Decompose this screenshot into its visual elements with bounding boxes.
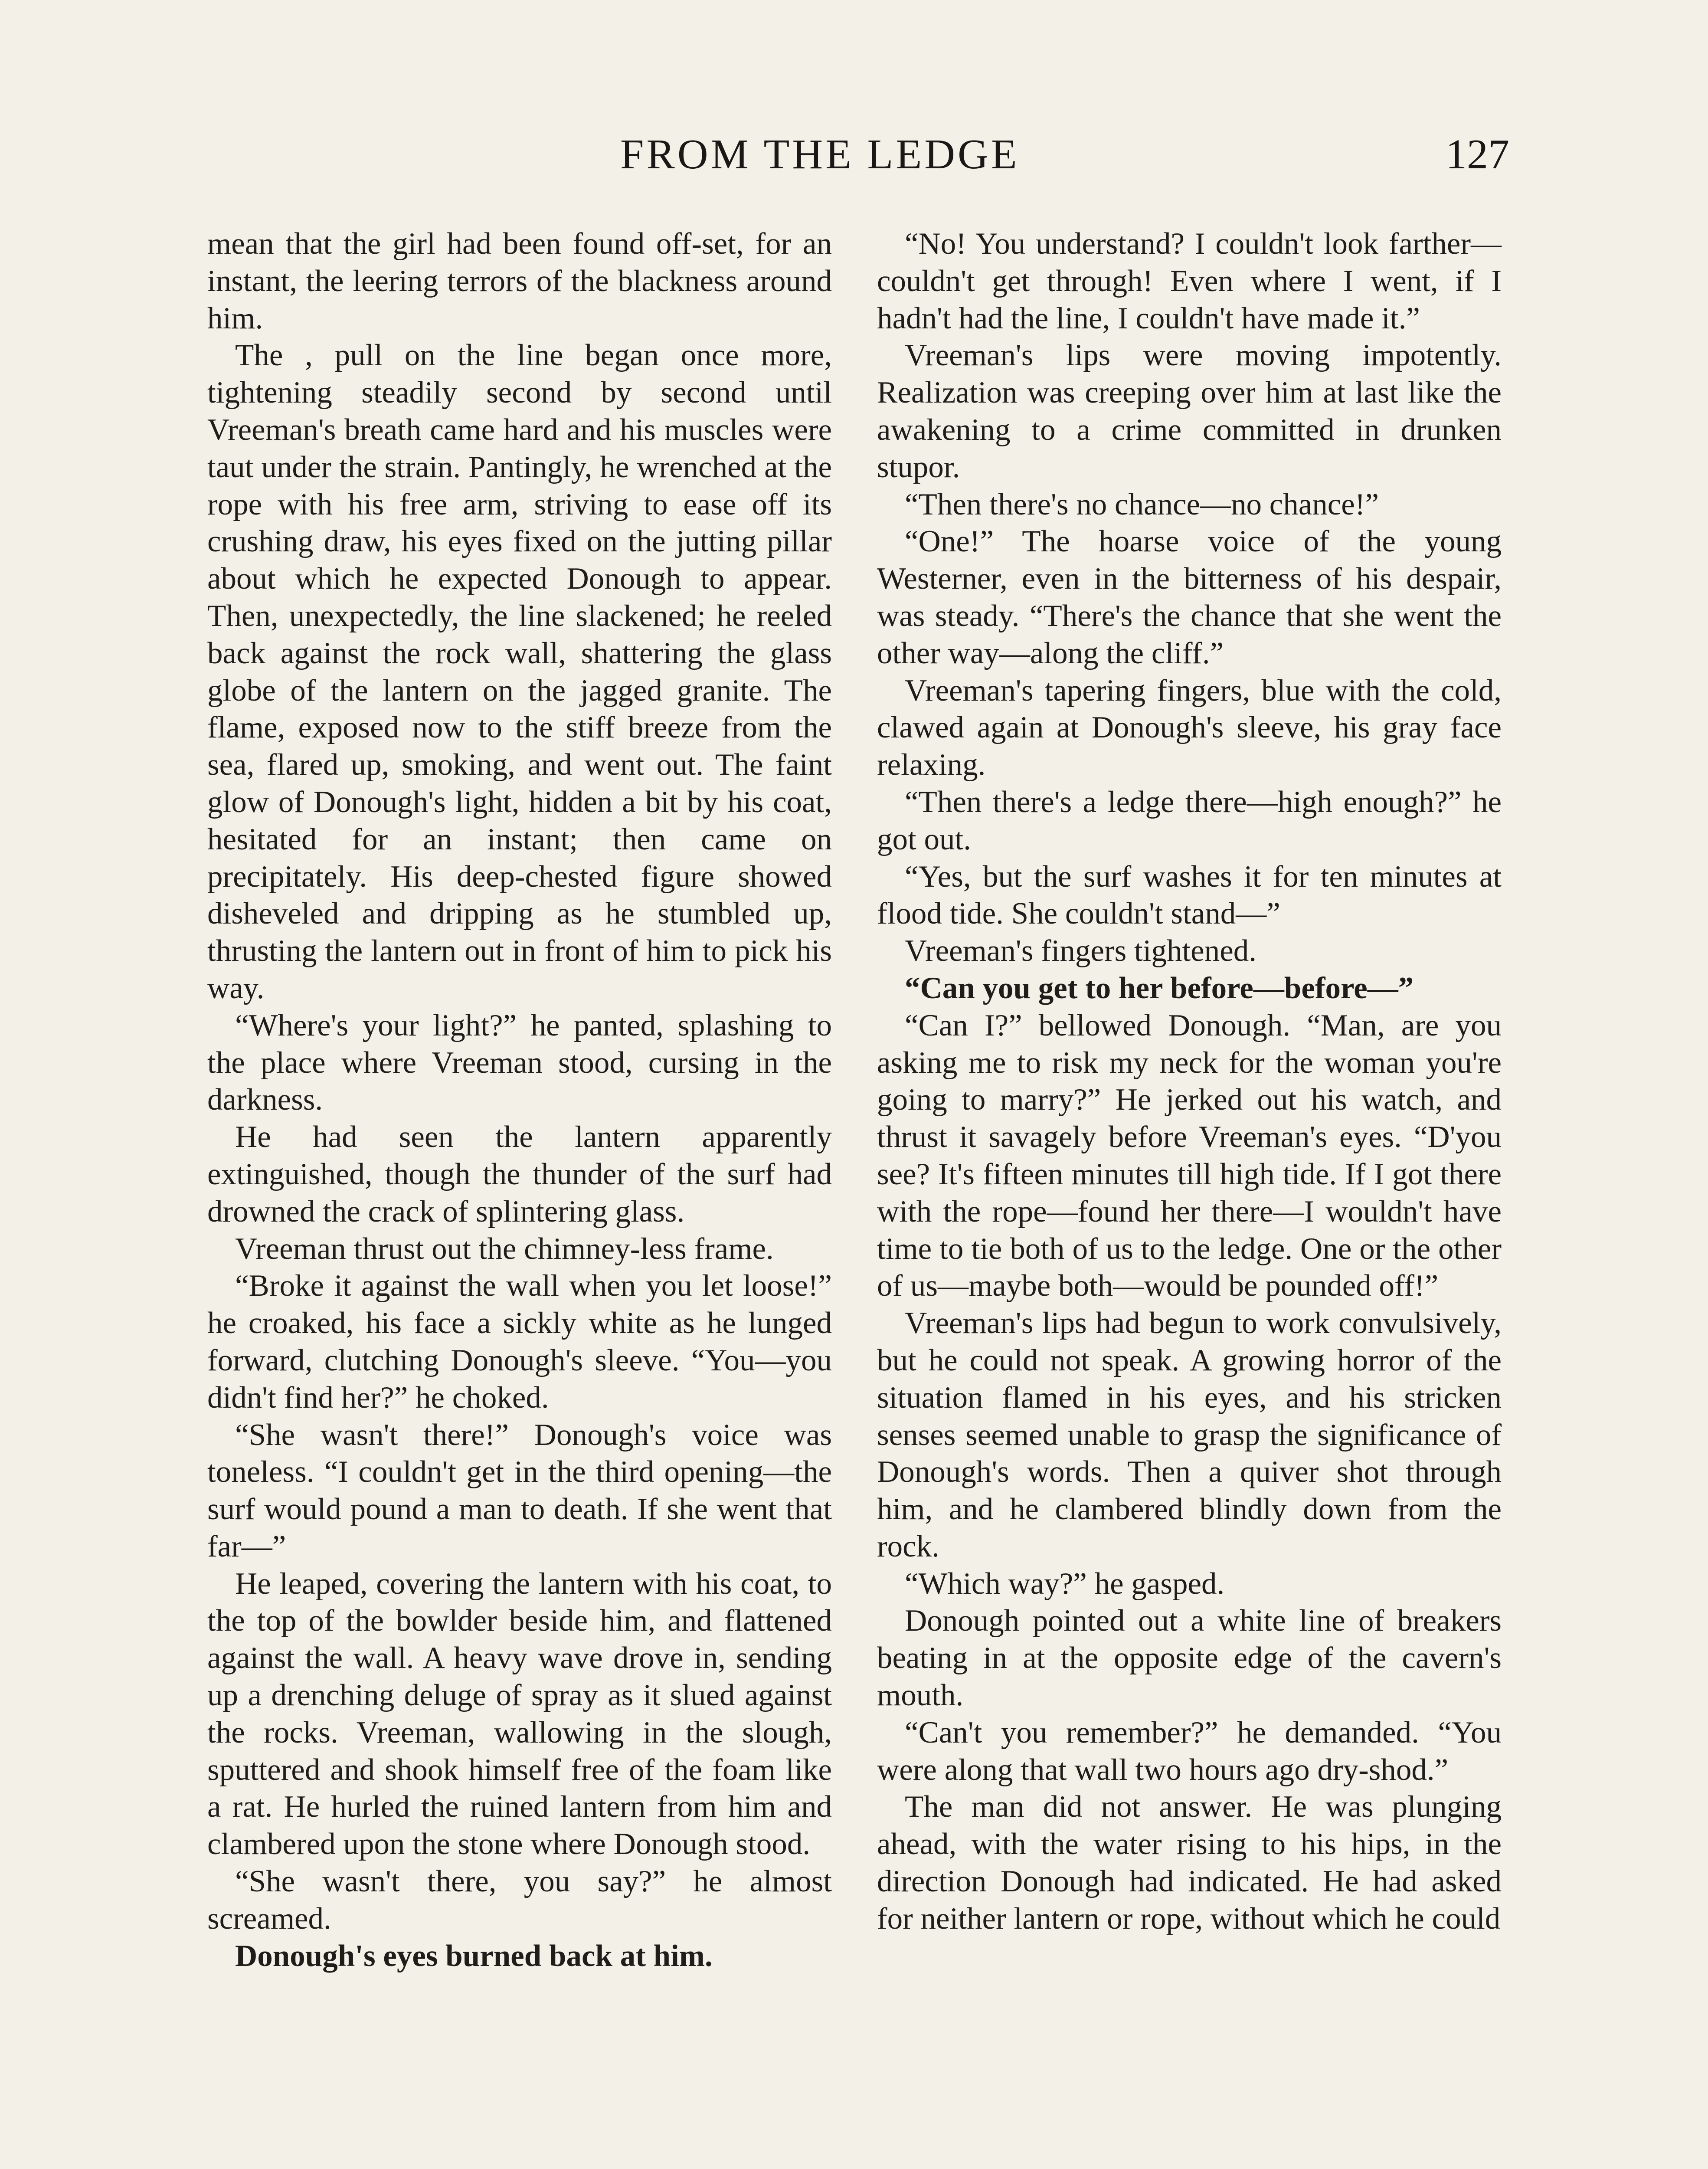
paragraph: “She wasn't there, you say?” he almost screamed. — [207, 1864, 832, 1936]
paragraph: “Then there's no chance—no chance!” — [905, 487, 1379, 521]
paragraph: “Where's your light?” he panted, splashing to the place where Vreeman stood, cursing in the darkness. — [207, 1008, 832, 1117]
paragraph: The , pull on the line began once more, tightening steadily second by second until Vreeman's breath came hard and his muscles were taut under the strain. Pantingly, he wrenched at the rope with his free arm, striving to ease off its crushing draw, his eyes fixed on the jutting pillar about which he expected Donough to appear. Then, unexpectedly, the line slackened; he reeled back against the rock wall, shattering the glass globe of the lantern on the jagged granite. The flame, exposed now to the stiff breeze from the sea, flared up, smoking, and went out. The faint glow of Donough's light, hidden a bit by his coat, hesitated for an instant; then came on precipitately. His deep-chested figure showed disheveled and dripping as he stumbled up, thrusting the lantern out in front of him to pick his way. — [207, 338, 832, 1005]
paragraph: The man did not answer. He was plunging ahead, with the water rising to his hips, in the direction Donough had indicated. He had asked for neither lantern or rope, without which he could — [877, 1790, 1502, 1936]
paragraph: Vreeman's fingers tightened. — [905, 934, 1256, 968]
paragraph: “She wasn't there!” Donough's voice was toneless. “I couldn't get in the third opening—the surf would pound a man to death. If she went that far—” — [207, 1418, 832, 1563]
paragraph: “Can't you remember?” he demanded. “You were along that wall two hours ago dry-shod.” — [877, 1715, 1502, 1787]
paragraph: Vreeman thrust out the chimney-less frame. — [235, 1232, 774, 1266]
paragraph: He leaped, covering the lantern with his coat, to the top of the bowlder beside him, and flattened against the wall. A heavy wave drove in, sending up a drenching deluge of spray as it slued against the rocks. Vreeman, wallowing in the slough, sputtered and shook himself free of the foam like a rat. He hurled the ruined lantern from him and clambered upon the stone where Donough stood. — [207, 1566, 832, 1861]
paragraph: “Can I?” bellowed Donough. “Man, are you asking me to risk my neck for the woman you're going to marry?” He jerked out his watch, and thrust it savagely before Vreeman's eyes. “D'you see? It's fifteen minutes till high tide. If I got there with the rope—found her there—I wouldn't have time to tie both of us to the ledge. One or the other of us—maybe both—would be pounded off!” — [877, 1008, 1502, 1303]
paragraph: Donough's eyes burned back at him. — [235, 1939, 713, 1973]
paragraph: Vreeman's tapering fingers, blue with the cold, clawed again at Donough's sleeve, his gray face relaxing. — [877, 673, 1502, 782]
left-column — [207, 226, 832, 1975]
paragraph: Donough pointed out a white line of breakers beating in at the opposite edge of the cavern's mouth. — [877, 1604, 1502, 1713]
paragraph: “Broke it against the wall when you let loose!” he croaked, his face a sickly white as he lunged forward, clutching Donough's sleeve. “You—you didn't find her?” he choked. — [207, 1269, 832, 1415]
page-header — [208, 130, 1509, 195]
paragraph: “Yes, but the surf washes it for ten minutes at flood tide. She couldn't stand—” — [877, 859, 1502, 931]
paragraph: He had seen the lantern apparently extinguished, though the thunder of the surf had drowned the crack of splintering glass. — [207, 1120, 832, 1229]
paragraph: “One!” The hoarse voice of the young Westerner, even in the bitterness of his despair, was steady. “There's the chance that she went the other way—along the cliff.” — [877, 524, 1502, 670]
paragraph: Vreeman's lips had begun to work convulsively, but he could not speak. A growing horror of the situation flamed in his eyes, and his stricken senses seemed unable to grasp the significance of Donough's words. Then a quiver shot through him, and he clambered blindly down from the rock. — [877, 1306, 1502, 1563]
running-title: FROM THE LEDGE — [620, 131, 1020, 178]
page-number: 127 — [1446, 131, 1509, 178]
paragraph: “Which way?” he gasped. — [905, 1566, 1225, 1601]
right-column — [877, 226, 1502, 1938]
paragraph: Vreeman's lips were moving impotently. Realization was creeping over him at last like the awakening to a crime committed in drunken stupor. — [877, 338, 1502, 484]
paragraph: “No! You understand? I couldn't look farther—couldn't get through! Even where I went, if I hadn't had the line, I couldn't have made it.” — [877, 227, 1502, 335]
paragraph: “Then there's a ledge there—high enough?” he got out. — [877, 785, 1502, 856]
paragraph: mean that the girl had been found off-set, for an instant, the leering terrors of the blackness around him. — [207, 227, 832, 335]
paragraph: “Can you get to her before—before—” — [905, 971, 1414, 1005]
